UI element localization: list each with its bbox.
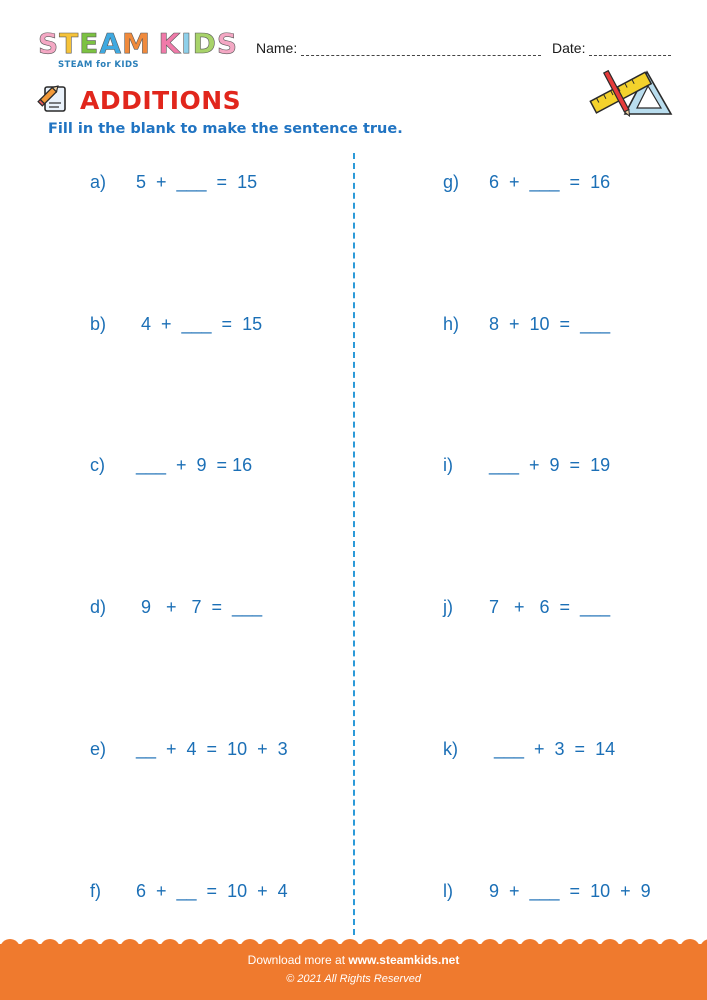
problem-expression[interactable]: 9 + 7 = ___ — [136, 597, 263, 617]
logo-letter: A — [99, 27, 123, 60]
steam-kids-logo — [38, 27, 238, 70]
problem-expression[interactable]: ___ + 3 = 14 — [489, 739, 616, 759]
problem-left-3 — [90, 455, 252, 476]
problem-left-5 — [90, 739, 288, 760]
logo-tagline: STEAM for KIDS — [58, 60, 139, 70]
problem-right-6 — [443, 881, 651, 902]
problem-left-2 — [90, 314, 262, 335]
problem-label: a) — [90, 172, 107, 192]
problem-left-4 — [90, 597, 262, 618]
logo-letter: D — [192, 27, 217, 60]
problem-expression[interactable]: 6 + __ = 10 + 4 — [136, 881, 288, 901]
logo-letter: S — [38, 27, 60, 60]
name-line[interactable] — [301, 43, 541, 56]
problem-right-5 — [443, 739, 615, 760]
problem-left-1 — [90, 172, 257, 193]
logo-wordmark — [38, 27, 238, 60]
logo-letter: E — [79, 27, 100, 60]
logo-letter — [151, 30, 158, 58]
problem-right-4 — [443, 597, 610, 618]
logo-letter: S — [216, 27, 238, 60]
name-label: Name: — [256, 40, 298, 56]
pencil-paper-icon — [36, 82, 70, 116]
column-divider — [353, 153, 355, 935]
problem-label: i) — [443, 455, 453, 475]
problem-label: b) — [90, 314, 107, 334]
problem-right-1 — [443, 172, 610, 193]
ruler-set-square-icon — [585, 62, 675, 120]
name-field[interactable] — [256, 40, 541, 56]
problem-expression[interactable]: ___ + 9 = 16 — [136, 455, 253, 475]
problem-right-2 — [443, 314, 610, 335]
problem-expression[interactable]: 7 + 6 = ___ — [489, 597, 611, 617]
problem-left-6 — [90, 881, 288, 902]
problem-label: g) — [443, 172, 460, 192]
problem-expression[interactable]: ___ + 9 = 19 — [489, 455, 611, 475]
date-field[interactable] — [552, 40, 671, 56]
problem-expression[interactable]: __ + 4 = 10 + 3 — [136, 739, 288, 759]
logo-letter: K — [158, 27, 182, 60]
problem-expression[interactable]: 8 + 10 = ___ — [489, 314, 611, 334]
problem-label: l) — [443, 881, 453, 901]
problem-expression[interactable]: 6 + ___ = 16 — [489, 172, 611, 192]
problem-right-3 — [443, 455, 610, 476]
logo-letter: I — [181, 27, 193, 60]
logo-letter: T — [59, 27, 80, 60]
problem-label: d) — [90, 597, 107, 617]
footer-download-prefix: Download more at — [247, 953, 349, 967]
footer-copyright: © 2021 All Rights Reserved — [286, 973, 421, 985]
date-line[interactable] — [589, 43, 671, 56]
date-label: Date: — [552, 40, 586, 56]
logo-letter: M — [122, 27, 151, 60]
problem-label: k) — [443, 739, 458, 759]
problem-label: h) — [443, 314, 460, 334]
problem-label: e) — [90, 739, 107, 759]
instruction-text: Fill in the blank to make the sentence true. — [48, 121, 403, 137]
problem-expression[interactable]: 4 + ___ = 15 — [136, 314, 263, 334]
problem-label: j) — [443, 597, 453, 617]
page-title: ADDITIONS — [80, 86, 242, 115]
problem-expression[interactable]: 9 + ___ = 10 + 9 — [489, 881, 651, 901]
footer-download — [0, 953, 707, 967]
problem-label: f) — [90, 881, 101, 901]
problem-label: c) — [90, 455, 105, 475]
problem-expression[interactable]: 5 + ___ = 15 — [136, 172, 258, 192]
footer-site-link[interactable]: www.steamkids.net — [348, 953, 460, 967]
